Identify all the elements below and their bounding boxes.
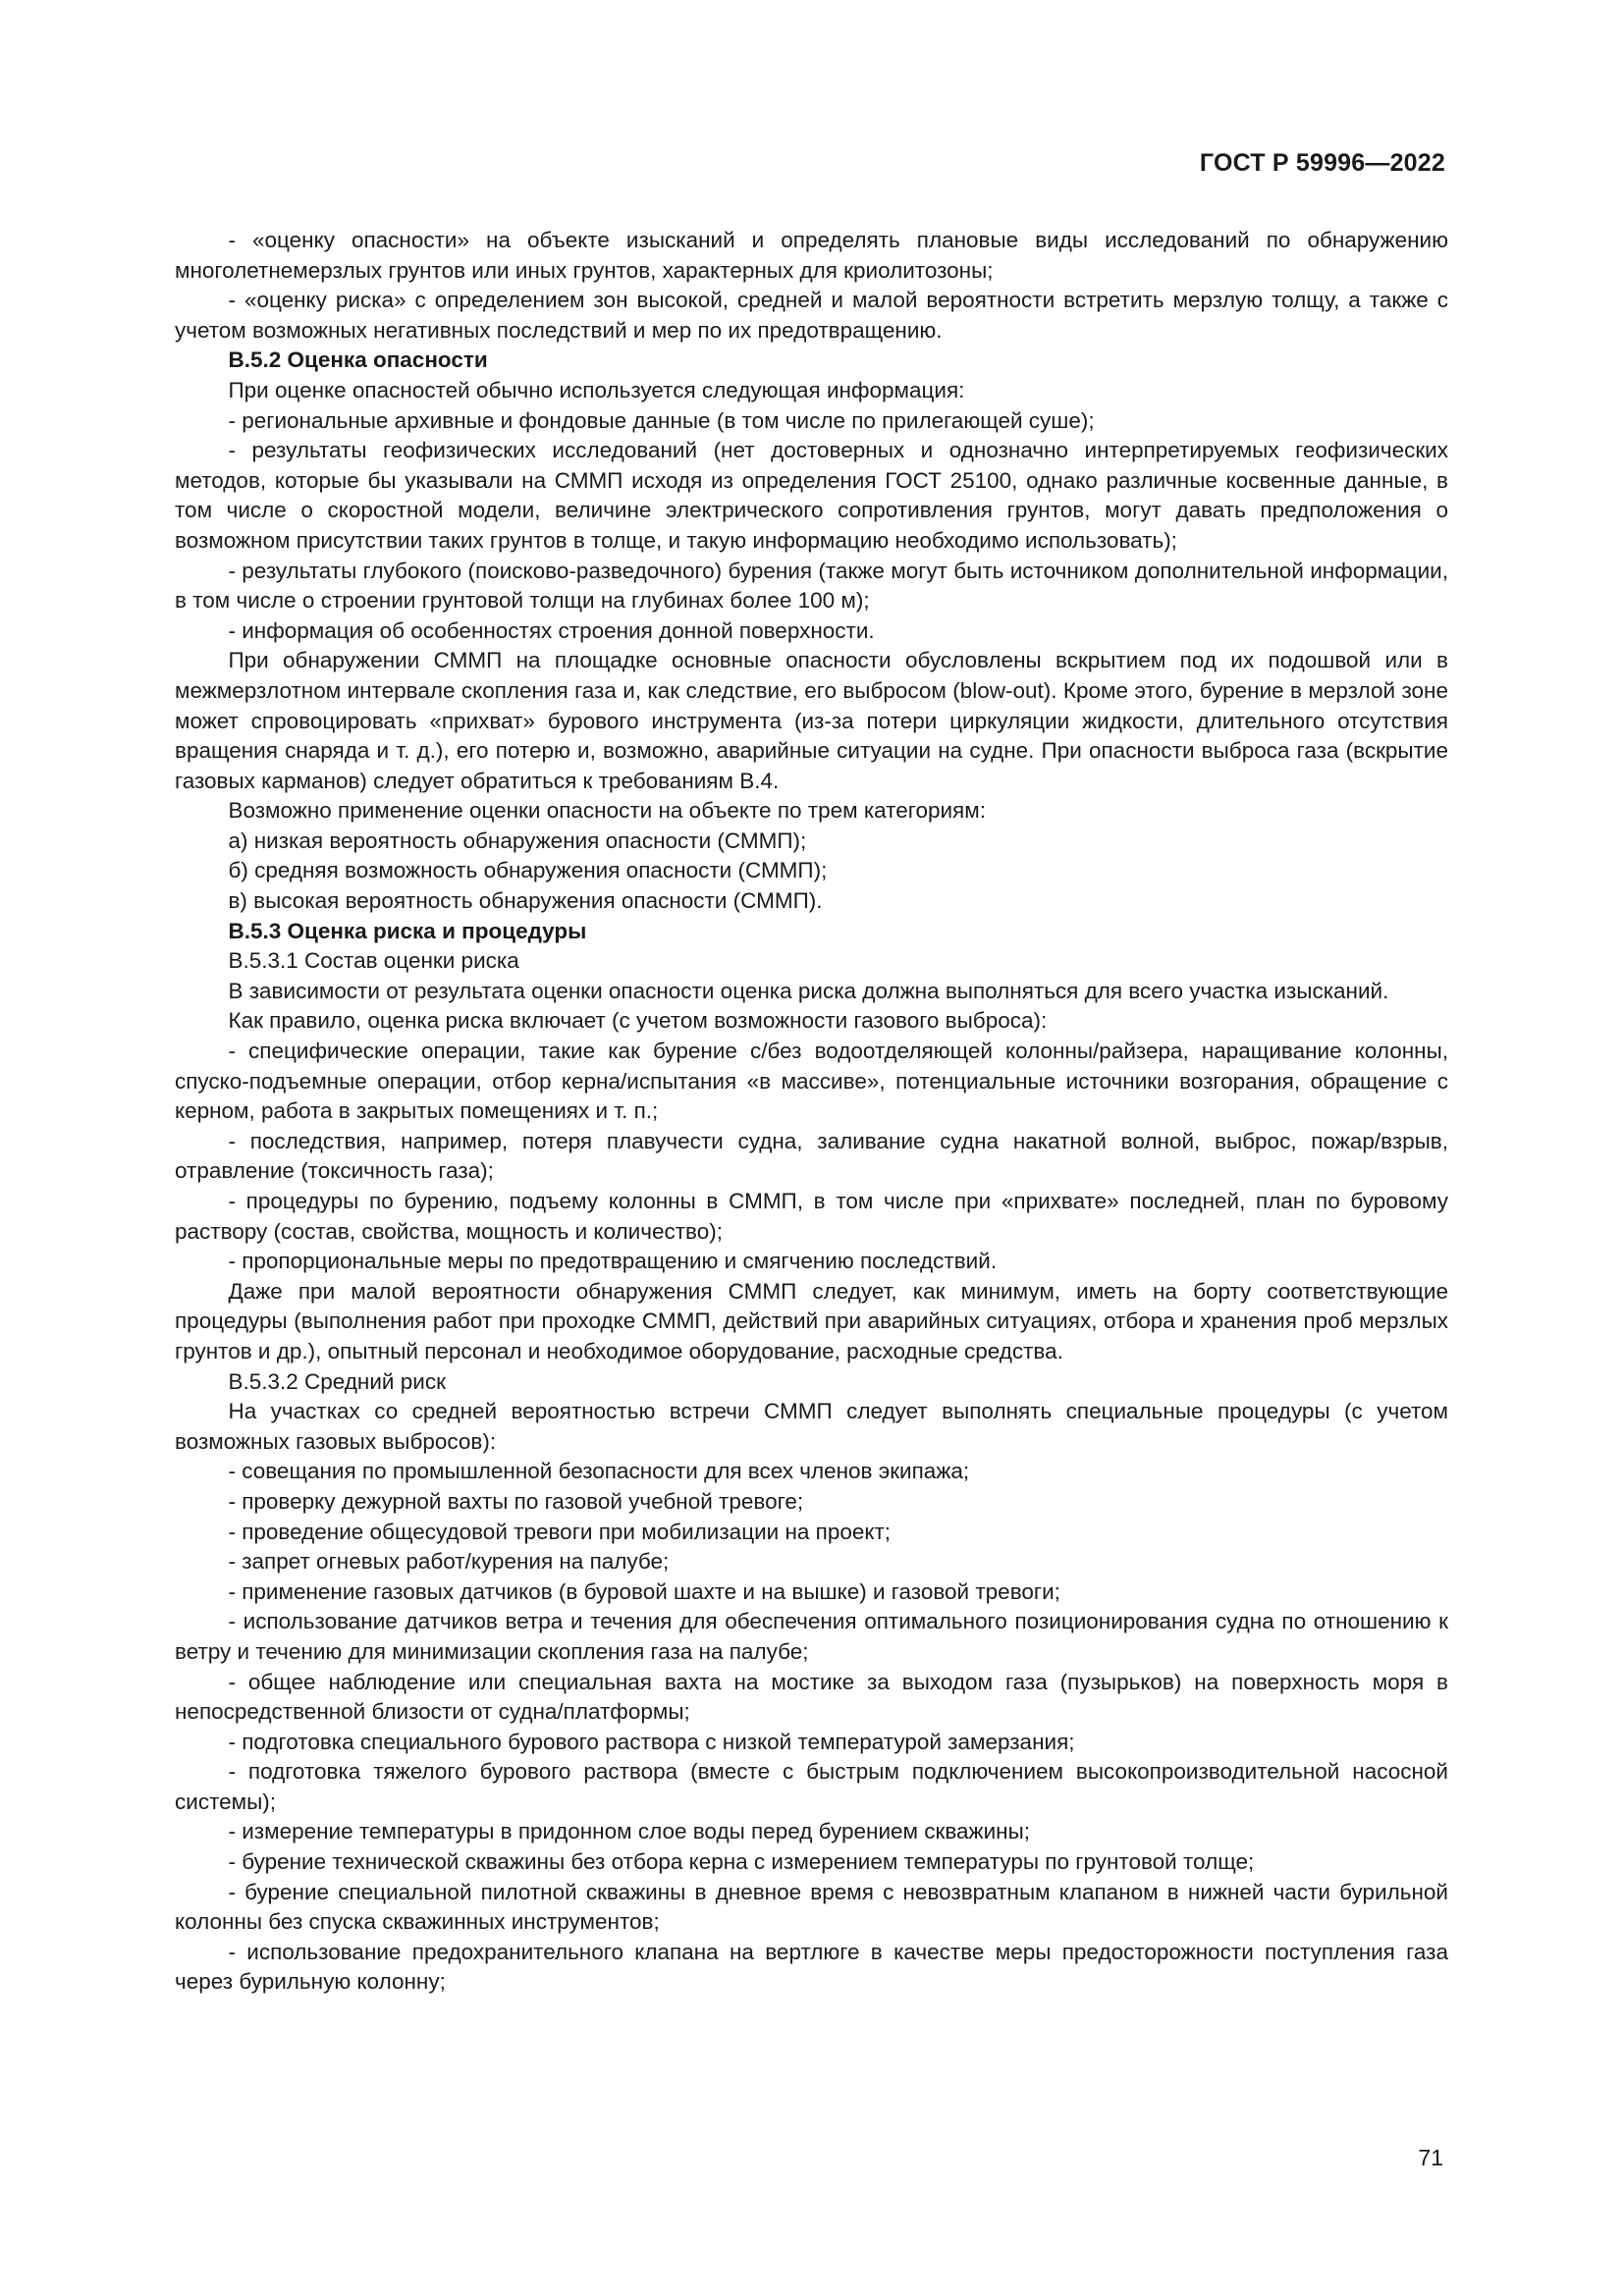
- list-item: в) высокая вероятность обнаружения опасности (СММП).: [228, 888, 823, 914]
- paragraph: - «оценку риска» с определением зон высокой, средней и малой вероятности встретить мерзлую толщу, а также с учетом возможных негативных последствий и мер по их предотвращению.: [175, 288, 1448, 343]
- paragraph: В зависимости от результата оценки опасности оценка риска должна выполняться для всего участка изысканий.: [228, 978, 1389, 1003]
- list-item: - общее наблюдение или специальная вахта на мостике за выходом газа (пузырьков) на поверхность моря в непосредственной близости от судна/платформы;: [175, 1669, 1448, 1725]
- list-item: - использование предохранительного клапана на вертлюге в качестве меры предосторожности поступления газа через бурильную колонну;: [175, 1939, 1448, 1995]
- list-item: - проверку дежурной вахты по газовой учебной тревоге;: [228, 1488, 804, 1514]
- list-item: - результаты глубокого (поисково-разведочного) бурения (также могут быть источником дополнительной информации, в том числе о строении грунтовой толщи на глубинах более 100 м);: [175, 558, 1448, 614]
- paragraph: На участках со средней вероятностью встречи СММП следует выполнять специальные процедуры (с учетом возможных газовых выбросов):: [175, 1399, 1448, 1454]
- list-item: - применение газовых датчиков (в буровой шахте и на вышке) и газовой тревоги;: [228, 1578, 1060, 1604]
- paragraph: Возможно применение оценки опасности на объекте по трем категориям:: [228, 798, 986, 824]
- list-item: - использование датчиков ветра и течения для обеспечения оптимального позиционирования судна по отношению к ветру и течению для минимизации скопления газа на палубе;: [175, 1609, 1448, 1664]
- list-item: - подготовка тяжелого бурового раствора (вместе с быстрым подключением высокопроизводительной насосной системы);: [175, 1759, 1448, 1814]
- list-item: - региональные архивные и фондовые данные (в том числе по прилегающей суше);: [228, 407, 1095, 433]
- list-item: - запрет огневых работ/курения на палубе;: [228, 1549, 670, 1575]
- page-number: 71: [1418, 2145, 1443, 2170]
- paragraph: - «оценку опасности» на объекте изысканий и определять плановые виды исследований по обнаружению многолетнемерзлых грунтов или иных грунтов, характерных для криолитозоны;: [175, 228, 1448, 283]
- subsection-heading: В.5.3.1 Состав оценки риска: [228, 948, 519, 974]
- list-item: - результаты геофизических исследований (нет достоверных и однозначно интерпретируемых геофизических методов, которые бы указывали на СММП исходя из определения ГОСТ 25100, однако различные косвенные данные, в том числе о скоростной модели, величине электрического сопротивления грунтов, могут давать предположения о возможном присутствии таких грунтов в толще, и такую информацию необходимо использовать);: [175, 438, 1448, 553]
- list-item: - бурение технической скважины без отбора керна с измерением температуры по грунтовой толще;: [228, 1849, 1255, 1875]
- subsection-heading: В.5.3.2 Средний риск: [228, 1368, 446, 1394]
- document-header: ГОСТ Р 59996—2022: [1199, 149, 1445, 177]
- list-item: - последствия, например, потеря плавучести судна, заливание судна накатной волной, выброс, пожар/взрыв, отравление (токсичность газа);: [175, 1128, 1448, 1184]
- section-heading: В.5.2 Оценка опасности: [228, 347, 488, 373]
- list-item: б) средняя возможность обнаружения опасности (СММП);: [228, 858, 828, 883]
- list-item: - процедуры по бурению, подъему колонны в СММП, в том числе при «прихвате» последней, план по буровому раствору (состав, свойства, мощность и количество);: [175, 1189, 1448, 1244]
- paragraph: Даже при малой вероятности обнаружения СММП следует, как минимум, иметь на борту соответствующие процедуры (выполнения работ при проходке СММП, действий при аварийных ситуациях, отбора и хранения проб мерзлых грунтов и др.), опытный персонал и необходимое оборудование, расходные средства.: [175, 1278, 1448, 1363]
- list-item: - пропорциональные меры по предотвращению и смягчению последствий.: [228, 1249, 998, 1274]
- paragraph: При обнаружении СММП на площадке основные опасности обусловлены вскрытием под их подошвой или в межмерзлотном интервале скопления газа и, как следствие, его выбросом (blow-out). Кроме этого, бурение в мерзлой зоне может спровоцировать «прихват» бурового инструмента (из-за потери циркуляции жидкости, длительного отсутствия вращения снаряда и т. д.), его потерю и, возможно, аварийные ситуации на судне. При опасности выброса газа (вскрытие газовых карманов) следует обратиться к требованиям В.4.: [175, 648, 1448, 793]
- list-item: а) низкая вероятность обнаружения опасности (СММП);: [228, 828, 807, 853]
- list-item: - бурение специальной пилотной скважины в дневное время с невозвратным клапаном в нижней части бурильной колонны без спуска скважинных инструментов;: [175, 1879, 1448, 1935]
- list-item: - подготовка специального бурового раствора с низкой температурой замерзания;: [228, 1729, 1075, 1754]
- section-heading: В.5.3 Оценка риска и процедуры: [228, 918, 587, 943]
- paragraph: Как правило, оценка риска включает (с учетом возможности газового выброса):: [228, 1008, 1048, 1034]
- list-item: - проведение общесудовой тревоги при мобилизации на проект;: [228, 1519, 892, 1544]
- document-body: [175, 226, 1448, 1998]
- paragraph: При оценке опасностей обычно используется следующая информация:: [228, 377, 965, 402]
- list-item: - информация об особенностях строения донной поверхности.: [228, 617, 875, 643]
- list-item: - совещания по промышленной безопасности для всех членов экипажа;: [228, 1459, 970, 1484]
- list-item: - специфические операции, такие как бурение с/без водоотделяющей колонны/райзера, наращивание колонны, спуско-подъемные операции, отбор керна/испытания «в массиве», потенциальные источники возгорания, обращение с керном, работа в закрытых помещениях и т. п.;: [175, 1039, 1448, 1124]
- list-item: - измерение температуры в придонном слое воды перед бурением скважины;: [228, 1819, 1031, 1844]
